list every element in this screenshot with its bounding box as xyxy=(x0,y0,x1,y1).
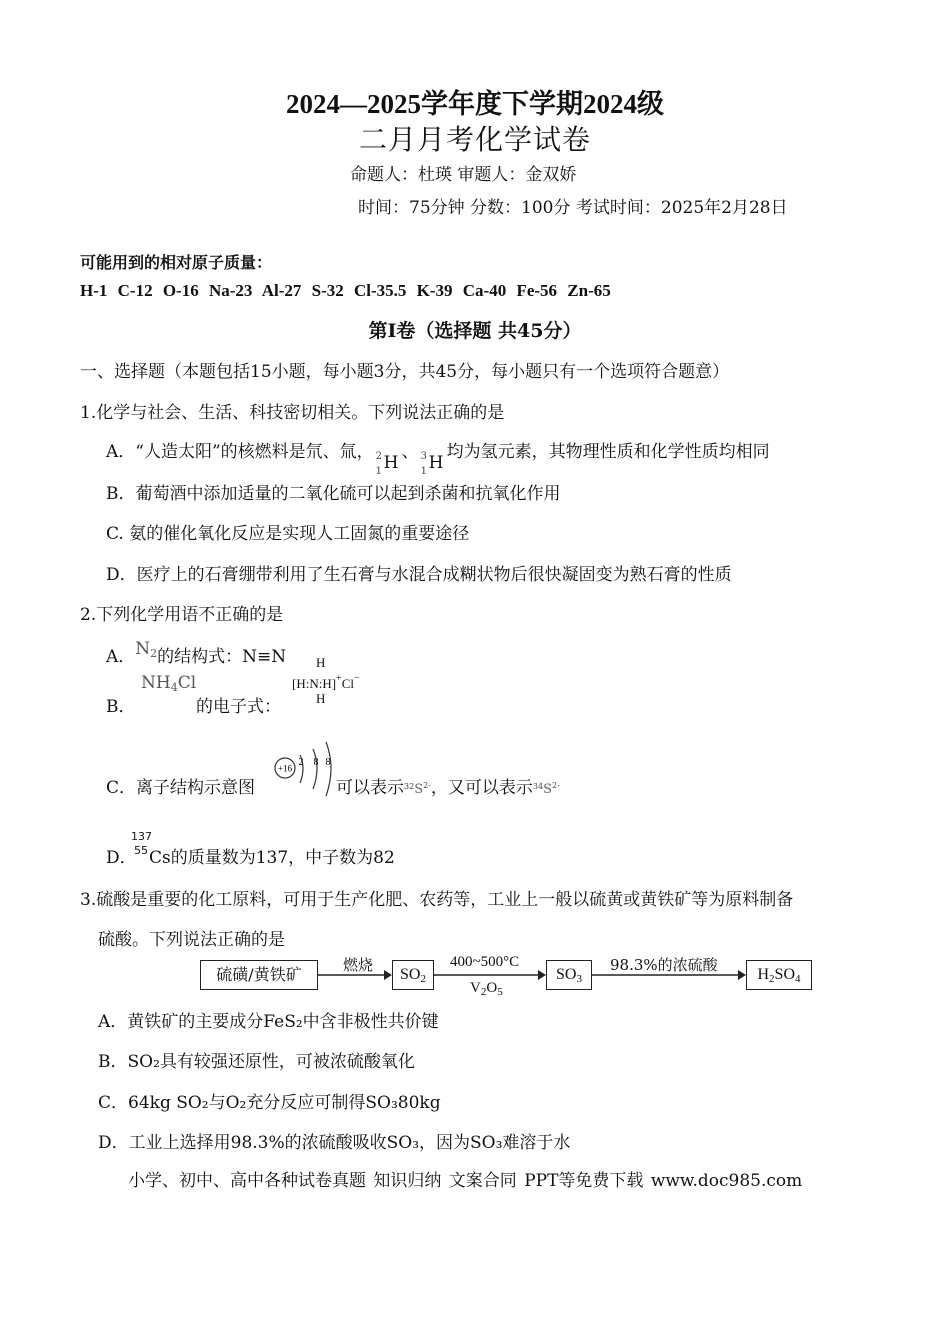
shell-arc-2 xyxy=(313,749,317,789)
q2-c-sep: ，又可以表示 xyxy=(430,778,533,798)
flow-arrow-3-label: 98.3%的浓硫酸 xyxy=(610,956,718,974)
shell-count-3: 8 xyxy=(325,757,331,768)
q2-b-electron-formula: H [H:N:H]+Cl− H xyxy=(292,655,360,706)
part1-title: 第Ⅰ卷（选择题 共45分） xyxy=(368,320,582,342)
exam-title-line1: 2024—2025学年度下学期2024级 xyxy=(286,89,664,119)
page-footer: 小学、初中、高中各种试卷真题 知识归纳 文案合同 PPT等免费下载 www.doc985.com xyxy=(128,1171,803,1191)
q3-option-b: B．SO₂具有较强还原性，可被浓硫酸氧化 xyxy=(98,1052,415,1072)
nucleus-charge: +16 xyxy=(277,763,293,774)
q2-d-number: 55 xyxy=(134,844,148,857)
flow-box-so3: $SO_3$ xyxy=(546,960,592,990)
shell-count-2: 8 xyxy=(313,757,319,768)
flow-arrow-2-top: 400~500°C xyxy=(450,954,520,970)
q2-a-formula: $N_2$ xyxy=(135,639,158,660)
section1-heading xyxy=(80,357,729,382)
q2-option-d-label: D． xyxy=(106,848,137,868)
flow-arrow-1-label: 燃烧 xyxy=(343,956,374,974)
q3-option-d: D．工业上选择用98.3%的浓硫酸吸收SO₃，因为SO₃难溶于水 xyxy=(98,1133,571,1153)
q3-option-a: A．黄铁矿的主要成分FeS₂中含非极性共价键 xyxy=(98,1012,439,1032)
flow-box-h2so4: $H_2SO_4$ xyxy=(746,960,812,990)
q2-c-mid: 可以表示 xyxy=(336,778,404,798)
q2-stem: 2.下列化学用语不正确的是 xyxy=(80,605,284,625)
q2-d-mass: 137 xyxy=(131,830,152,843)
q2-a-text: 的结构式：N≡N xyxy=(157,647,287,667)
atomic-mass-label: 可能用到的相对原子质量： xyxy=(80,253,273,272)
q1-option-d: D．医疗上的石膏绷带利用了生石膏与水混合成糊状物后很快凝固变为熟石膏的性质 xyxy=(106,565,732,585)
flow-arrow-2-catalyst: $V_2O_5$ xyxy=(470,980,503,998)
q3-stem-line1: 3.硫酸是重要的化工原料，可用于生产化肥、农药等，工业上一般以硫黄或黄铁矿等为原料制备 xyxy=(80,890,794,910)
section1-desc: （本题包括15小题，每小题3分，共45分，每小题只有一个选项符合题意） xyxy=(165,362,730,382)
section1-label: 一、选择题 xyxy=(80,362,165,382)
exam-meta: 时间：75分钟 分数：100分 考试时间：2025年2月28日 xyxy=(358,198,788,218)
q3-option-c: C．64kg SO₂与O₂充分反应可制得SO₃80kg xyxy=(98,1093,441,1113)
q2-option-a xyxy=(106,639,287,668)
q1-option-b: B．葡萄酒中添加适量的二氧化硫可以起到杀菌和抗氧化作用 xyxy=(106,484,561,504)
exam-authors: 命题人：杜瑛 审题人：金双娇 xyxy=(350,165,577,185)
ion-structure-diagram xyxy=(270,736,336,798)
q1-stem: 1.化学与社会、生活、科技密切相关。下列说法正确的是 xyxy=(80,403,505,423)
q2-c-ion2: $^{34}S^{2-}$ xyxy=(532,781,560,797)
q1-option-a: A．“人造太阳”的核燃料是氘、氚， 2 1 H 、 3 1 H 均为氢元素，其物理性质和化学性质均相同 xyxy=(106,442,770,477)
q1-a-post: 均为氢元素，其物理性质和化学性质均相同 xyxy=(446,442,770,462)
exam-title-line2: 二月月考化学试卷 xyxy=(358,123,591,156)
q2-d-text: Cs的质量数为137，中子数为82 xyxy=(149,848,395,868)
q3-stem-line2: 硫酸。下列说法正确的是 xyxy=(98,930,285,950)
q2-c-rest xyxy=(336,773,560,798)
q1-a-sep: 、 xyxy=(401,442,419,462)
q2-b-text: 的电子式： xyxy=(196,697,281,717)
shell-arc-3 xyxy=(326,742,331,796)
atomic-mass-list: H-1 C-12 O-16 Na-23 Al-27 S-32 Cl-35.5 K-39 Ca-40 Fe-56 Zn-65 xyxy=(80,281,611,300)
flow-box-raw: 硫磺/黄铁矿 xyxy=(200,960,318,990)
shell-count-1: 2 xyxy=(298,757,304,768)
q2-b-formula: $NH_4Cl$ xyxy=(141,673,197,694)
q2-option-b-label: B． xyxy=(106,697,136,717)
flow-box-so2: $SO_2$ xyxy=(392,960,434,990)
q2-c-ion1: $^{32}S^{2-}$ xyxy=(404,781,431,797)
q2-a-label: A． xyxy=(106,647,136,667)
q1-a-pre: A．“人造太阳”的核燃料是氘、氚， xyxy=(106,442,374,462)
q1-option-c: C. 氨的催化氧化反应是实现人工固氮的重要途径 xyxy=(106,524,470,544)
q2-option-c-label: C．离子结构示意图 xyxy=(106,778,256,798)
